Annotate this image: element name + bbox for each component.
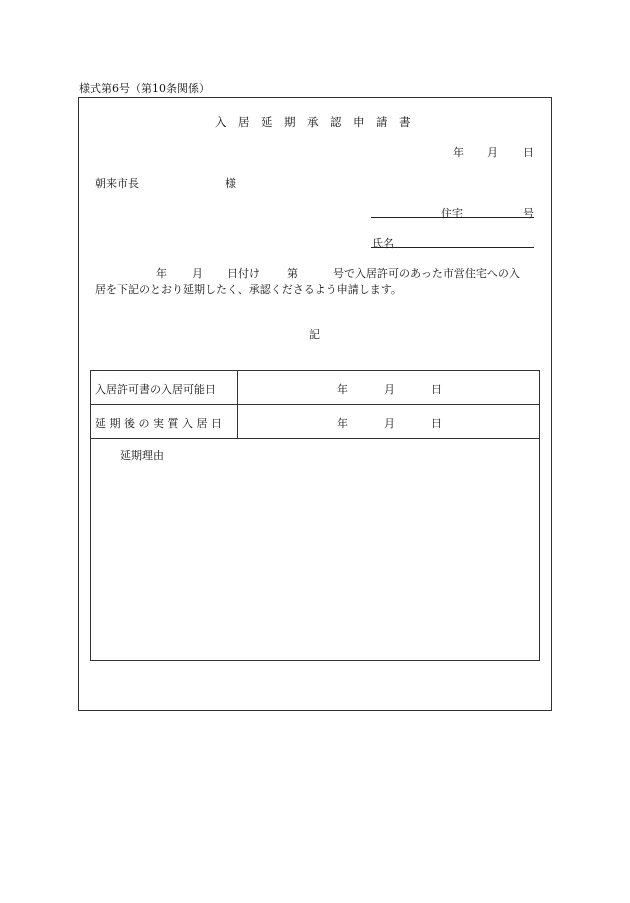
table-row-divider — [91, 404, 539, 405]
row-year: 年 — [337, 417, 348, 430]
date-year-label: 年 — [453, 146, 464, 159]
row-label: 入居許可書の入居可能日 — [95, 383, 216, 396]
document-title: 入 居 延 期 承 認 申 請 書 — [215, 115, 411, 129]
date-month-label: 月 — [487, 146, 498, 159]
body-line1-rest: 号で入居許可のあった市営住宅への入 — [333, 267, 520, 280]
row-month: 月 — [384, 417, 395, 430]
body-line2: 居を下記のとおり延期したく、承認くださるよう申請します。 — [95, 283, 402, 296]
body-month: 月 — [192, 267, 203, 280]
body-year: 年 — [156, 267, 167, 280]
body-number-prefix: 第 — [287, 267, 298, 280]
name-underline — [371, 247, 534, 248]
address-underline — [371, 217, 534, 218]
table-column-divider — [237, 371, 238, 438]
reason-label: 延期理由 — [120, 449, 164, 462]
address-suffix: 号 — [523, 207, 534, 220]
row-day: 日 — [431, 417, 442, 430]
name-label: 氏名 — [372, 237, 394, 250]
row-month: 月 — [384, 383, 395, 396]
address-label: 住宅 — [441, 207, 463, 220]
date-day-label: 日 — [523, 146, 534, 159]
addressee-honorific: 様 — [225, 177, 236, 190]
row-day: 日 — [431, 383, 442, 396]
table-row-divider — [91, 438, 539, 439]
form-number: 様式第6号（第10条関係） — [79, 82, 210, 95]
body-dated: 日付け — [227, 267, 260, 280]
row-year: 年 — [337, 383, 348, 396]
details-table — [90, 370, 540, 661]
ki-label: 記 — [309, 328, 320, 341]
row-label: 延 期 後 の 実 質 入 居 日 — [95, 417, 222, 430]
addressee-name: 朝来市長 — [95, 177, 139, 190]
